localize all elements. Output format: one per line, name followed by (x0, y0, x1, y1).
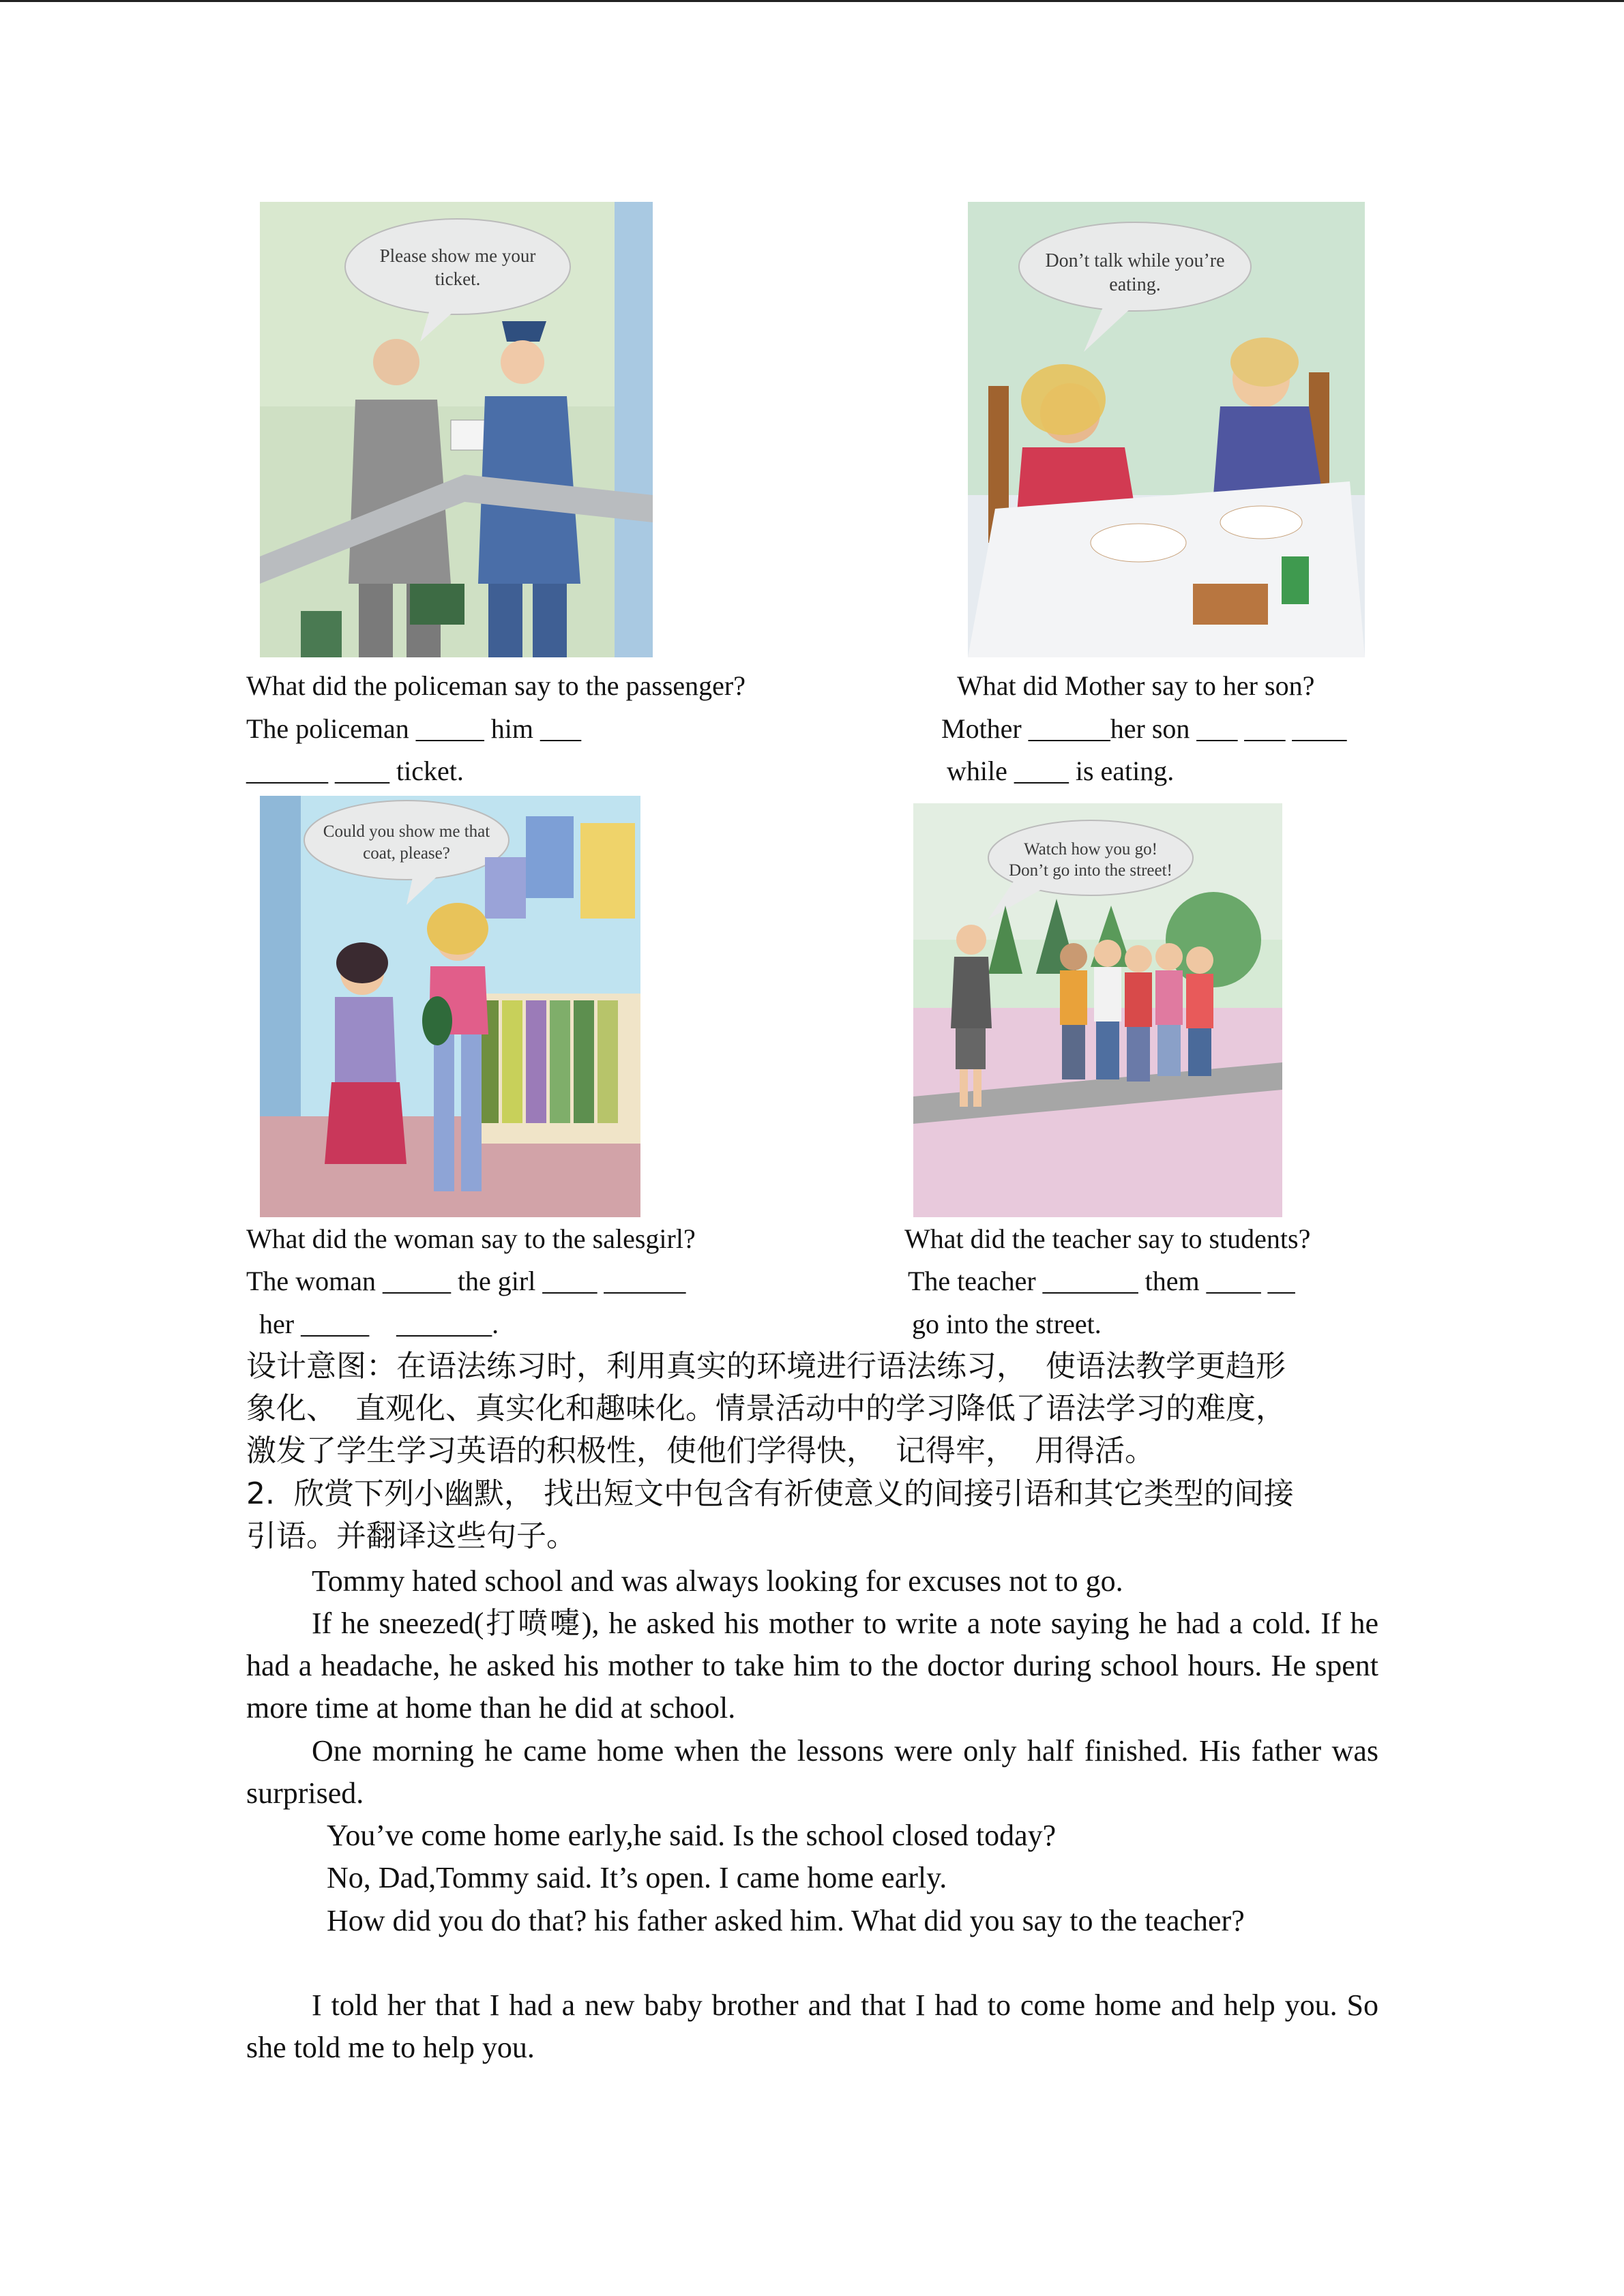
answer-mother-line-2: while ____ is eating. (947, 756, 1175, 786)
bubble-text-line-1: Please show me your (379, 245, 536, 266)
answer-woman-line-2: her _____ _______. (259, 1309, 499, 1339)
picture-teacher-students (913, 803, 1282, 1217)
question-mother: What did Mother say to her son? (957, 670, 1315, 701)
picture-woman-salesgirl (260, 796, 640, 1217)
story-paragraph-3: One morning he came home when the lessons were only half finished. His father was surprised. (246, 1734, 1378, 1810)
question-woman: What did the woman say to the salesgirl? (246, 1223, 696, 1254)
bubble-text-line-1: Watch how you go! (1024, 840, 1157, 859)
story-paragraph-6: How did you do that? his father asked him. What did you say to the teacher? (327, 1904, 1245, 1937)
answer-teacher-line-2: go into the street. (912, 1309, 1102, 1339)
story-paragraph-2: If he sneezed(打喷嚏), he asked his mother to write a note saying he had a cold. If he had a headache, he asked his mother to take him to the doctor during school hours. He spent more time at home than he did at school. (246, 1607, 1378, 1725)
question-policeman: What did the policeman say to the passenger? (246, 670, 745, 701)
page-top-border (0, 0, 1624, 2)
story-paragraph-4: You’ve come home early,he said. Is the school closed today? (327, 1819, 1057, 1852)
bubble-text-line-1: Could you show me that (323, 822, 490, 841)
question-teacher: What did the teacher say to students? (904, 1223, 1311, 1254)
picture-mother-son (968, 202, 1365, 657)
answer-mother-line-1: Mother ______her son ___ ___ ____ (941, 713, 1347, 744)
design-intent-line-1: 设计意图：在语法练习时，利用真实的环境进行语法练习， 使语法教学更趋形 (246, 1349, 1286, 1384)
bubble-text-line-2: ticket. (434, 269, 481, 289)
picture-policeman-passenger (260, 202, 653, 657)
bubble-text-line-2: coat, please? (363, 844, 450, 863)
task2-line-2: 引语。并翻译这些句子。 (246, 1519, 576, 1553)
answer-teacher-line-1: The teacher _______ them ____ __ (908, 1266, 1295, 1296)
story-paragraph-5: No, Dad,Tommy said. It’s open. I came home early. (327, 1861, 947, 1894)
bubble-text-line-2: Don’t go into the street! (1009, 861, 1172, 880)
task2-line-1: 2. 欣赏下列小幽默， 找出短文中包含有祈使意义的间接引语和其它类型的间接 (246, 1476, 1294, 1511)
story-paragraph-7: I told her that I had a new baby brother and that I had to come home and help you. So she told me to help you. (246, 1988, 1378, 2064)
bubble-text-line-2: eating. (1109, 274, 1161, 295)
answer-policeman-line-1: The policeman _____ him ___ (246, 713, 582, 744)
story-paragraph-1: Tommy hated school and was always looking for excuses not to go. (312, 1564, 1123, 1598)
bubble-text-line-1: Don’t talk while you’re (1045, 250, 1225, 271)
design-intent-line-3: 激发了学生学习英语的积极性，使他们学得快， 记得牢， 用得活。 (246, 1433, 1155, 1468)
answer-woman-line-1: The woman _____ the girl ____ ______ (246, 1266, 686, 1296)
answer-policeman-line-2: ______ ____ ticket. (246, 756, 464, 786)
design-intent-line-2: 象化、 直观化、真实化和趣味化。情景活动中的学习降低了语法学习的难度， (246, 1391, 1286, 1426)
